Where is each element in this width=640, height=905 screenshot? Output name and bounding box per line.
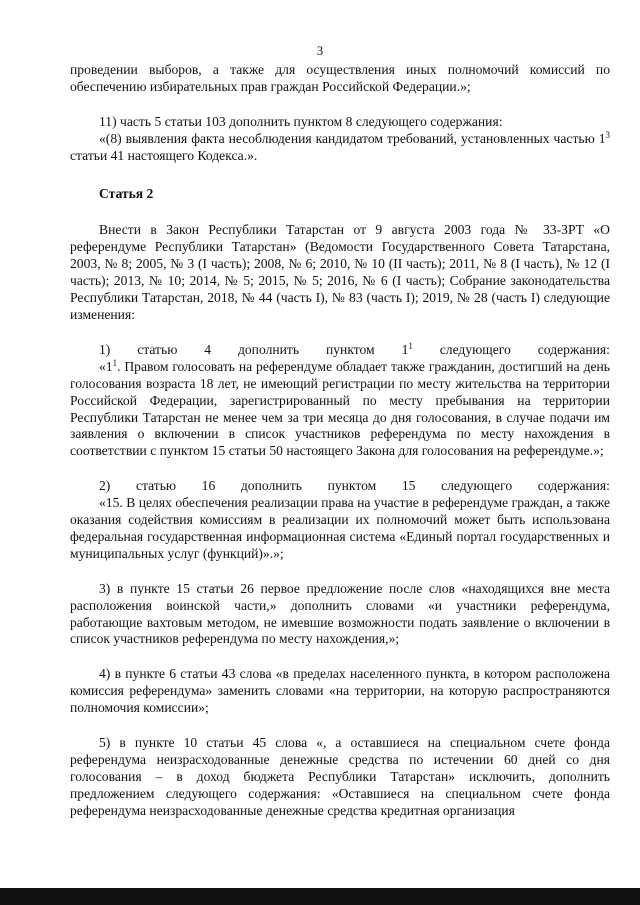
scan-bottom-edge xyxy=(0,888,640,905)
document-body xyxy=(70,62,610,820)
item-11-body: «(8) выявления факта несоблюдения кандидатом требований, установленных частью $1^3$ статьи 41 настоящего Кодекса.». xyxy=(70,129,610,163)
item-5: 5) в пункте 10 статьи 45 слова «, а оставшиеся на специальном счете фонда референдума неизрасходованные денежные средства по истечении 60 дней со дня голосования – в доход бюджета Республики Татарстан» исключить, дополнить предложением следующего содержания: «Оставшиеся на специальном счете фонда референдума неизрасходованные денежные средства кредитная организация xyxy=(70,735,610,818)
article-2-intro: Внести в Закон Республики Татарстан от 9 августа 2003 года № 33-ЗРТ «О референдуме Республики Татарстан» (Ведомости Государственного Совета Татарстана, 2003, № 8; 2005, № 3 (I часть); 2008, № 6; 2010, № 10 (II часть); 2011, № 8 (I часть), № 12 (I часть); 2013, № 10; 2014, № 5; 2015, № 5; 2016, № 6 (I часть); Собрание законодательства Республики Татарстан, 2018, № 44 (часть I), № 83 (часть I); 2019, № 28 (часть I) следующие изменения: xyxy=(70,222,610,322)
article-2-heading: Статья 2 xyxy=(99,185,154,201)
page-number: 3 xyxy=(316,44,324,58)
item-1-heading: 1) статью 4 дополнить пунктом $1^1$ следующего содержания: xyxy=(99,340,610,357)
item-3: 3) в пункте 15 статьи 26 первое предложение после слов «находящихся вне места расположения воинской части,» дополнить словами «и участники референдума, работающие вахтовым методом, не имевшие возможности подать заявление о включении в список участников референдума по месту нахождения,»; xyxy=(70,580,610,647)
item-4: 4) в пункте 6 статьи 43 слова «в пределах населенного пункта, в котором расположена комиссия референдума» заменить словами «на территории, на которую распространяются полномочия комиссии»; xyxy=(70,666,610,716)
item-1 xyxy=(70,342,610,460)
item-2-heading: 2) статью 16 дополнить пунктом 15 следующего содержания: xyxy=(99,478,610,494)
item-2 xyxy=(70,478,610,563)
item-11 xyxy=(70,114,610,165)
item-2-quote: «15. В целях обеспечения реализации права на участие в референдуме граждан, а также оказания содействия комиссиям в реализации их полномочий может быть использована федеральная государственная информационная система «Единый портал государственных и муниципальных услуг (функций)».»; xyxy=(70,495,610,561)
paragraph-intro-continuation: проведении выборов, а также для осуществления иных полномочий комиссий по обеспечению избирательных прав граждан Российской Федерации.»; xyxy=(70,62,610,94)
item-1-quote: «$1^1$. Правом голосовать на референдуме обладает также гражданин, достигший на день голосования возраста 18 лет, не имеющий регистрации по месту жительства на территории Российской Федерации, зарегистрированный по месту пребывания на территории Республики Татарстан не менее чем за три месяца до дня голосования, в случае подачи им заявления о включении в список участников референдума по месту нахождения в соответствии с пунктом 15 статьи 50 настоящего Закона для голосования на референдуме.»; xyxy=(70,357,610,459)
item-11-heading: 11) часть 5 статьи 103 дополнить пунктом 8 следующего содержания: xyxy=(99,113,503,129)
